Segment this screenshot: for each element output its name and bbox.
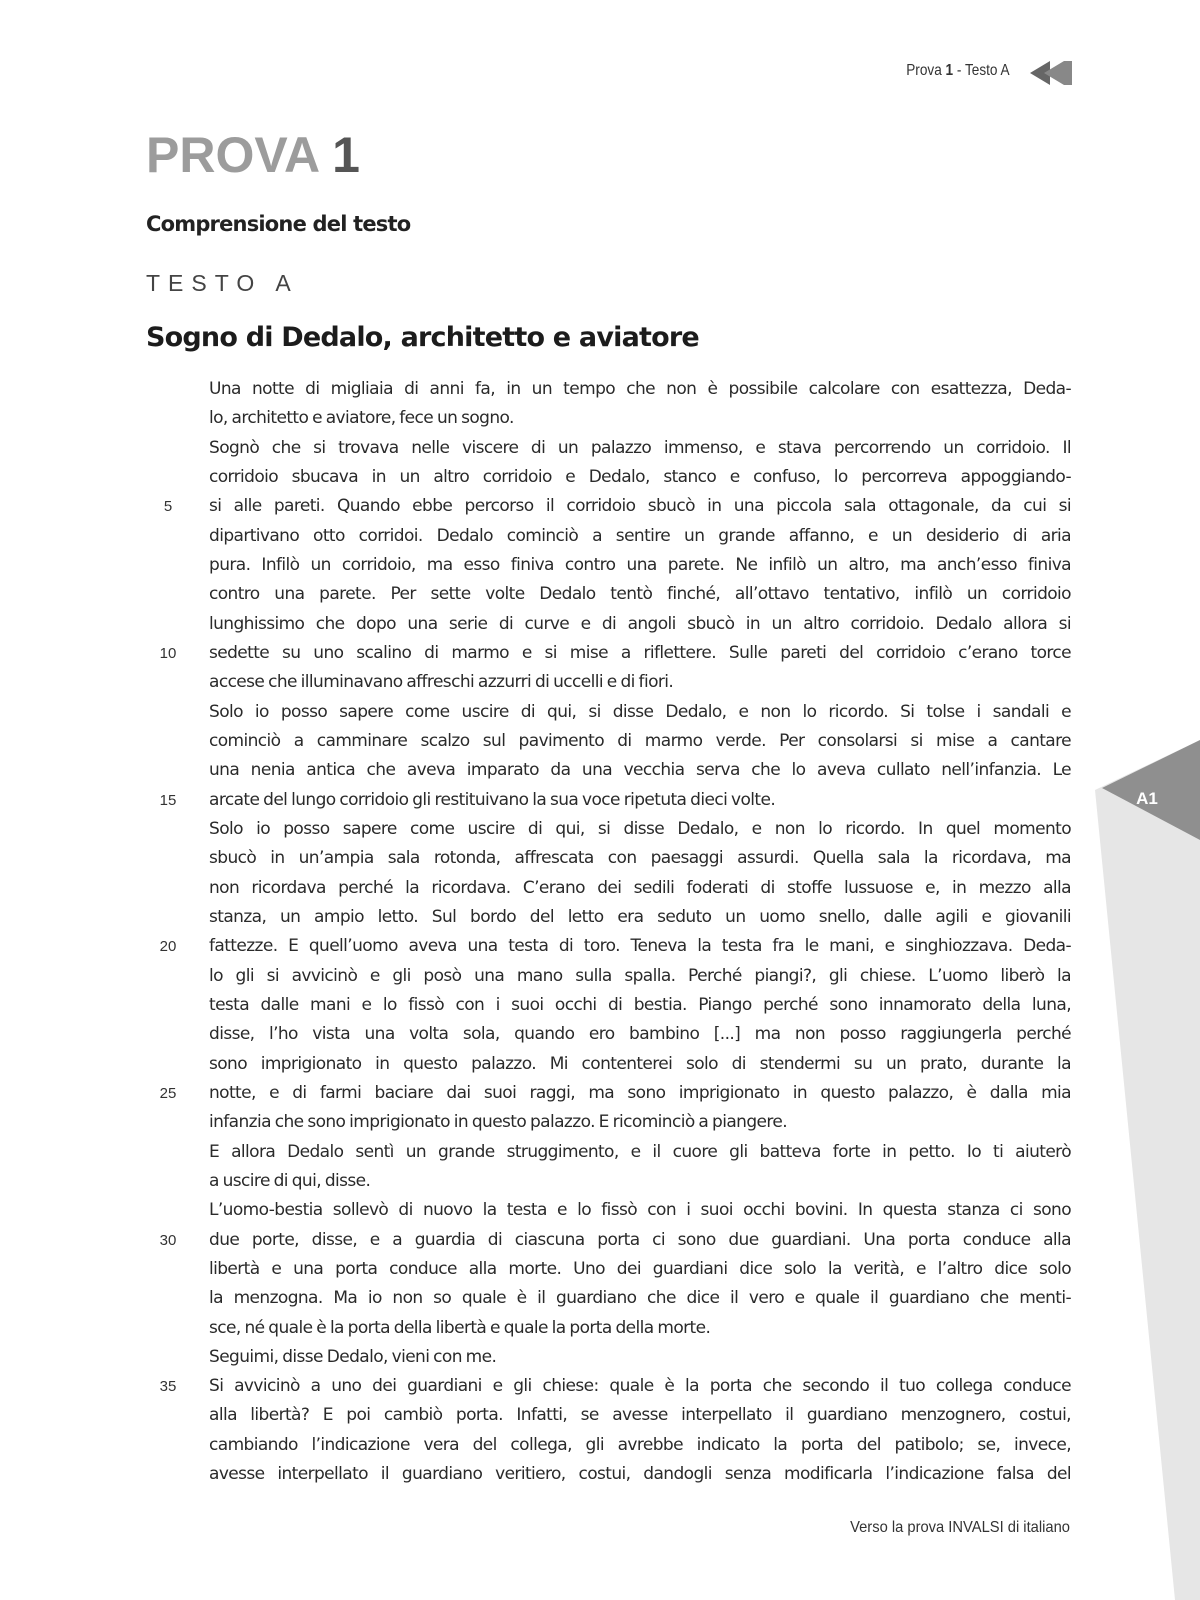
line-text: cominciò a camminare scalzo sul pavimento di marmo verde. Per consolarsi si mise a cantare	[209, 730, 1071, 751]
line-number: 25	[159, 1084, 177, 1102]
line-text: lo, architetto e aviatore, fece un sogno.	[209, 408, 514, 429]
line-number: 15	[159, 791, 177, 809]
text-line	[0, 1343, 1200, 1372]
text-line	[0, 786, 1200, 815]
text-line	[0, 1108, 1200, 1137]
line-text: Solo io posso sapere come uscire di qui, si disse Dedalo, e non lo ricordo. Si tolse i sandali e	[209, 701, 1071, 722]
text-line	[0, 844, 1200, 873]
line-number: 5	[163, 498, 173, 516]
line-text: disse, l’ho vista una volta sola, quando ero bambino [...] ma non posso raggiungerla perché	[209, 1024, 1071, 1045]
line-text: lunghissimo che dopo una serie di curve e di angoli sbucò in un altro corridoio. Dedalo allora si	[209, 613, 1071, 634]
running-header-prefix: Prova	[906, 62, 946, 79]
text-line	[0, 1314, 1200, 1343]
text-line	[0, 1050, 1200, 1079]
text-line	[0, 962, 1200, 991]
text-line	[0, 1372, 1200, 1401]
text-line	[0, 639, 1200, 668]
line-text: Sognò che si trovava nelle viscere di un palazzo immenso, e stava percorrendo un corridoio. Il	[209, 437, 1071, 458]
line-text: testa dalle mani e lo fissò con i suoi occhi di bestia. Piango perché sono innamorato della luna,	[209, 994, 1071, 1015]
text-line	[0, 1079, 1200, 1108]
text-line	[0, 580, 1200, 609]
line-text: sce, né quale è la porta della libertà e quale la porta della morte.	[209, 1317, 711, 1338]
footer: Verso la prova INVALSI di italiano	[850, 1519, 1070, 1536]
line-text: sbucò in un’ampia sala rotonda, affrescata con paesaggi assurdi. Quella sala la ricordava, ma	[209, 848, 1071, 869]
text-line	[0, 1167, 1200, 1196]
text-line	[0, 404, 1200, 433]
text-line	[0, 668, 1200, 697]
line-number: 35	[159, 1378, 177, 1396]
line-text: sedette su uno scalino di marmo e si mise a riflettere. Sulle pareti del corridoio c’erano torce	[209, 642, 1071, 663]
line-text: arcate del lungo corridoio gli restituivano la sua voce ripetuta dieci volte.	[209, 789, 776, 810]
text-line	[0, 610, 1200, 639]
line-text: una nenia antica che aveva imparato da una vecchia serva che lo aveva cullato nell’infanzia. Le	[209, 760, 1071, 781]
line-text: si alle pareti. Quando ebbe percorso il corridoio sbucò in una piccola sala ottagonale, da cui si	[209, 496, 1071, 517]
text-line	[0, 698, 1200, 727]
text-line	[0, 375, 1200, 404]
text-line	[0, 756, 1200, 785]
line-text: alla libertà? E poi cambiò porta. Infatti, se avesse interpellato il guardiano menzognero, costui,	[209, 1405, 1071, 1426]
text-line	[0, 1020, 1200, 1049]
line-text: cambiando l’indicazione vera del collega, gli avrebbe indicato la porta del patibolo; se, invece,	[209, 1434, 1071, 1455]
text-line	[0, 492, 1200, 521]
text-line	[0, 991, 1200, 1020]
text-line	[0, 522, 1200, 551]
line-text: fattezze. E quell’uomo aveva una testa di toro. Teneva la testa fra le mani, e singhiozzava. Deda-	[209, 936, 1071, 957]
line-text: Una notte di migliaia di anni fa, in un tempo che non è possibile calcolare con esattezza, Deda-	[209, 379, 1071, 399]
line-text: Si avvicinò a uno dei guardiani e gli chiese: quale è la porta che secondo il tuo collega conduce	[209, 1376, 1071, 1397]
text-line	[0, 1401, 1200, 1430]
running-header-number: 1	[945, 62, 954, 79]
text-line	[0, 815, 1200, 844]
text-line	[0, 1284, 1200, 1313]
body-text	[0, 375, 1200, 1489]
running-header-suffix: - Testo A	[953, 62, 1010, 79]
line-text: avesse interpellato il guardiano veritiero, costui, dandogli senza modificarla l’indicazione falsa del	[209, 1464, 1071, 1485]
line-number: 10	[159, 644, 177, 662]
line-text: la menzogna. Ma io non so quale è il guardiano che dice il vero e quale il guardiano che menti-	[209, 1288, 1071, 1309]
page-title-number: 1	[332, 127, 360, 183]
text-line	[0, 434, 1200, 463]
text-line	[0, 1460, 1200, 1489]
line-text: stanza, un ampio letto. Sul bordo del letto era seduto un uomo snello, dalle agili e giovanili	[209, 906, 1071, 927]
side-tab-label: A1	[1136, 789, 1158, 808]
line-text: notte, e di farmi baciare dai suoi raggi, ma sono imprigionato in questo palazzo, è dalla mia	[209, 1082, 1071, 1103]
section-subtitle: Comprensione del testo	[146, 212, 411, 236]
text-line	[0, 1255, 1200, 1284]
text-line	[0, 1138, 1200, 1167]
text-line	[0, 1431, 1200, 1460]
line-text: accese che illuminavano affreschi azzurri di uccelli e di fiori.	[209, 672, 674, 693]
story-title: Sogno di Dedalo, architetto e aviatore	[146, 322, 699, 353]
line-number: 20	[159, 938, 177, 956]
line-text: sono imprigionato in questo palazzo. Mi contenterei solo di stendermi su un prato, durante la	[209, 1053, 1071, 1074]
line-text: lo gli si avvicinò e gli posò una mano sulla spalla. Perché piangi?, gli chiese. L’uomo liberò la	[209, 965, 1071, 986]
text-line	[0, 874, 1200, 903]
line-text: infanzia che sono imprigionato in questo palazzo. E ricominciò a piangere.	[209, 1112, 788, 1133]
line-text: dipartivano otto corridoi. Dedalo cominciò a sentire un grande affanno, e un desiderio di aria	[209, 525, 1071, 546]
text-line	[0, 1196, 1200, 1225]
text-line	[0, 932, 1200, 961]
double-arrow-left-icon	[1030, 60, 1074, 86]
text-line	[0, 551, 1200, 580]
text-line	[0, 727, 1200, 756]
line-text: Solo io posso sapere come uscire di qui, si disse Dedalo, e non lo ricordo. In quel momento	[209, 818, 1071, 839]
text-line	[0, 903, 1200, 932]
line-text: non ricordava perché la ricordava. C’erano dei sedili foderati di stoffe lussuose e, in mezzo alla	[209, 877, 1071, 898]
side-tab	[1080, 740, 1200, 1600]
line-text: L’uomo-bestia sollevò di nuovo la testa e lo fissò con i suoi occhi bovini. In questa stanza ci sono	[209, 1200, 1071, 1221]
text-line	[0, 463, 1200, 492]
text-line	[0, 1226, 1200, 1255]
line-text: due porte, disse, e a guardia di ciascuna porta ci sono due guardiani. Una porta conduce alla	[209, 1229, 1071, 1250]
testo-label: TESTO A	[146, 270, 299, 296]
line-text: corridoio sbucava in un altro corridoio e Dedalo, stanco e confuso, lo percorreva appoggiando-	[209, 466, 1071, 487]
running-header	[907, 62, 1010, 80]
page-title-word: PROVA	[146, 127, 319, 183]
line-text: pura. Infilò un corridoio, ma esso finiva contro una parete. Ne infilò un altro, ma anch’esso finiva	[209, 554, 1071, 575]
line-text: contro una parete. Per sette volte Dedalo tentò finché, all’ottavo tentativo, infilò un corridoio	[209, 584, 1071, 605]
line-text: Seguimi, disse Dedalo, vieni con me.	[209, 1346, 497, 1367]
page-title	[146, 127, 360, 183]
line-text: a uscire di qui, disse.	[209, 1170, 371, 1191]
line-text: libertà e una porta conduce alla morte. Uno dei guardiani dice solo la verità, e l’altro dice solo	[209, 1258, 1071, 1279]
line-text: E allora Dedalo sentì un grande struggimento, e il cuore gli batteva forte in petto. Io ti aiuterò	[209, 1141, 1071, 1162]
line-number: 30	[159, 1231, 177, 1249]
